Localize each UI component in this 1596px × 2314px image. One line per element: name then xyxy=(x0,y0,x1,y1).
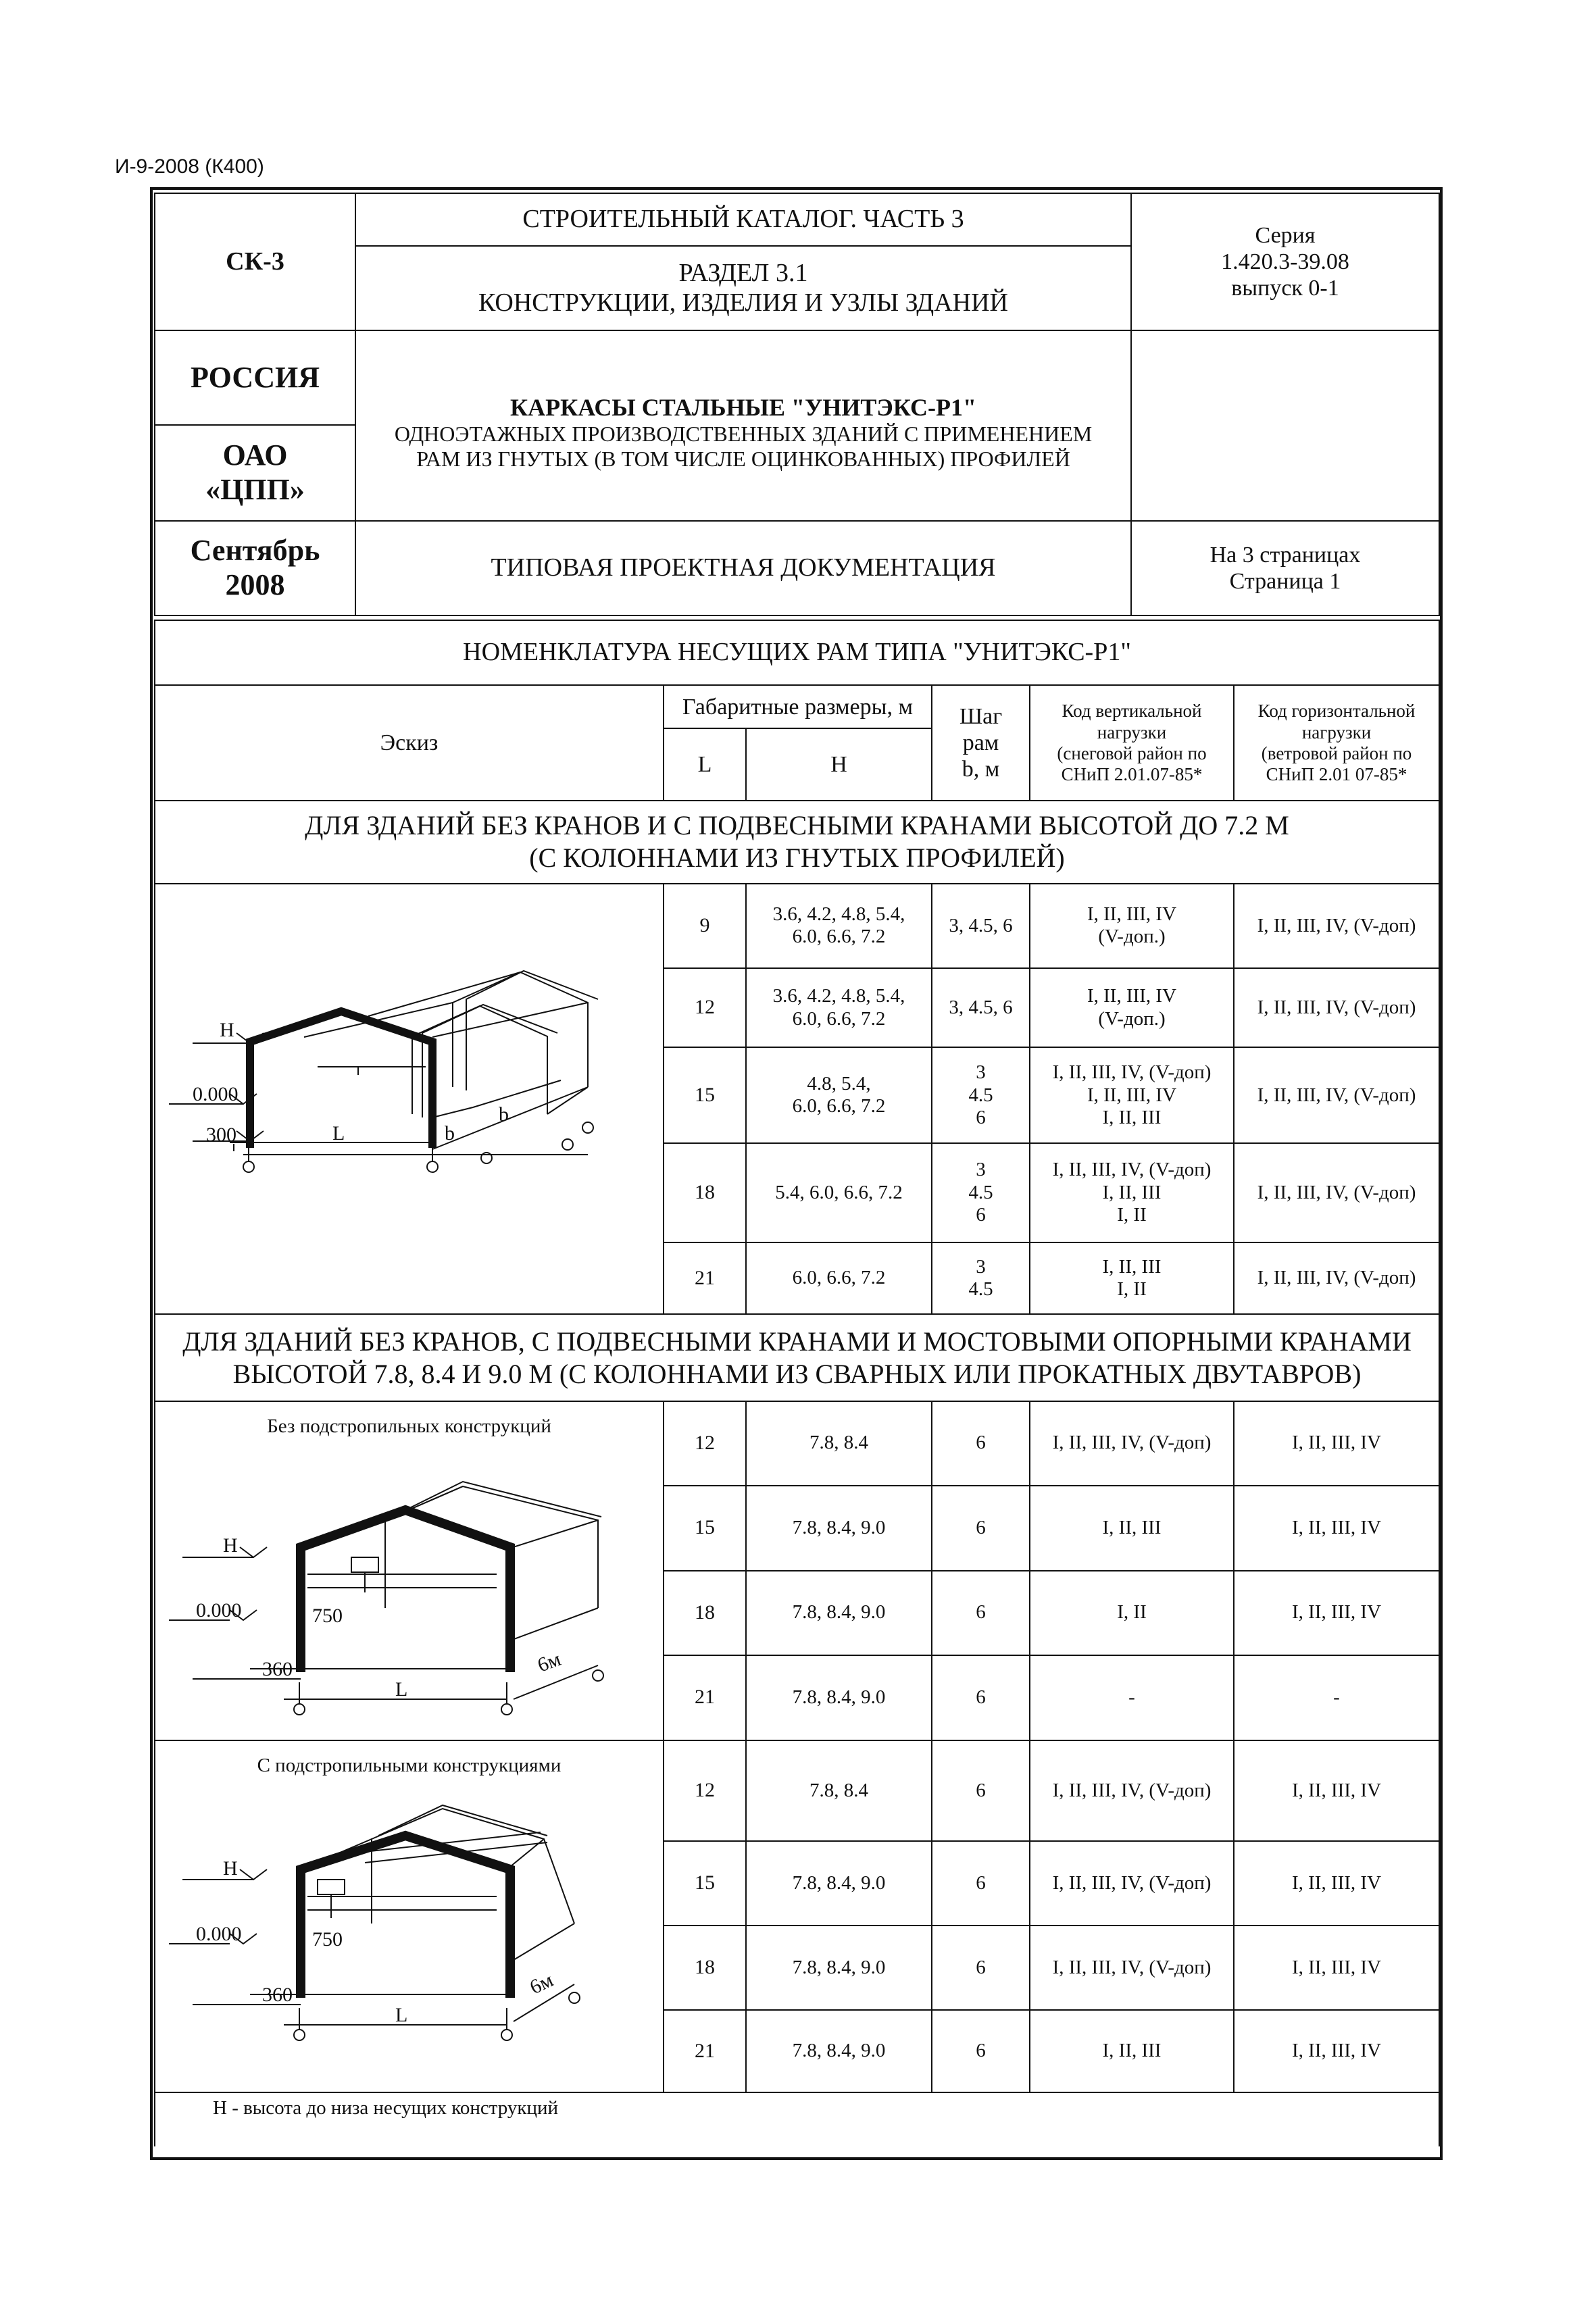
s2a-r4-vert: - xyxy=(1030,1655,1234,1740)
catalog-code: СК-3 xyxy=(155,193,355,330)
s2b-r3-H: 7.8, 8.4, 9.0 xyxy=(746,1926,932,2010)
country: РОССИЯ xyxy=(155,330,355,425)
section-number: РАЗДЕЛ 3.1 xyxy=(678,258,808,287)
s2a-r1-H: 7.8, 8.4 xyxy=(746,1401,932,1486)
s1-r2-hor: I, II, III, IV, (V-доп) xyxy=(1234,968,1439,1047)
s1-r3-b xyxy=(932,1047,1030,1143)
sketch1-label-span: L xyxy=(332,1122,345,1145)
s1-r5-vert xyxy=(1030,1242,1234,1315)
sketch2-label-offset: 360 xyxy=(262,1657,293,1680)
s1-r4-vert xyxy=(1030,1143,1234,1242)
organization-name: «ЦПП» xyxy=(205,473,305,506)
sketch-frame-light xyxy=(155,884,664,1315)
page-number: Страница 1 xyxy=(1229,569,1341,594)
s1-r1-vert-line2: (V-доп.) xyxy=(1098,926,1166,948)
col-hor-line2: нагрузки xyxy=(1301,722,1372,743)
section2-heading xyxy=(155,1314,1439,1401)
s2a-r1-b: 6 xyxy=(932,1401,1030,1486)
s2b-r1-H: 7.8, 8.4 xyxy=(746,1740,932,1842)
col-vert-line2: нагрузки xyxy=(1097,722,1167,743)
s2b-r3-L: 18 xyxy=(664,1926,746,2010)
table-row xyxy=(155,1740,1439,1842)
series-number: 1.420.3-39.08 xyxy=(1221,249,1349,274)
frame-sketch-3 xyxy=(155,1741,664,2092)
s2a-r3-L: 18 xyxy=(664,1571,746,1655)
sketch1-label-step-a: b xyxy=(445,1122,455,1145)
product-title-cell xyxy=(355,330,1131,521)
s1-r4-b-line3: 6 xyxy=(976,1204,986,1226)
section1-line2: (С КОЛОННАМИ ИЗ ГНУТЫХ ПРОФИЛЕЙ) xyxy=(529,842,1065,874)
s1-r5-vert-line1: I, II, III xyxy=(1102,1255,1162,1278)
col-step-line3: b, м xyxy=(962,757,1000,782)
s1-r1-vert-line1: I, II, III, IV xyxy=(1087,903,1177,925)
s1-r4-vert-line1: I, II, III, IV, (V-доп) xyxy=(1052,1159,1212,1181)
s1-r2-H-line1: 3.6, 4.2, 4.8, 5.4, xyxy=(772,985,905,1007)
frame-sketch-1 xyxy=(155,884,664,1286)
pages-cell xyxy=(1131,521,1439,615)
organization-cell xyxy=(155,425,355,521)
section-name: КОНСТРУКЦИИ, ИЗДЕЛИЯ И УЗЛЫ ЗДАНИЙ xyxy=(478,288,1008,317)
col-L-header: L xyxy=(664,728,746,801)
s2a-r3-b: 6 xyxy=(932,1571,1030,1655)
s1-r1-b: 3, 4.5, 6 xyxy=(932,884,1030,968)
sketch-frame-subtruss xyxy=(155,1740,664,2092)
col-vertical-load-header xyxy=(1030,685,1234,801)
s1-r4-H: 5.4, 6.0, 6.6, 7.2 xyxy=(746,1143,932,1242)
product-title: КАРКАСЫ СТАЛЬНЫЕ "УНИТЭКС-Р1" xyxy=(510,393,976,421)
frame-line-back xyxy=(372,1809,574,1923)
col-H-header: H xyxy=(746,728,932,801)
s2b-r1-hor: I, II, III, IV xyxy=(1234,1740,1439,1842)
sketch2-label-crane: 750 xyxy=(312,1604,343,1627)
s2a-r1-vert: I, II, III, IV, (V-доп) xyxy=(1030,1401,1234,1486)
s2b-r2-L: 15 xyxy=(664,1841,746,1926)
section-cell xyxy=(355,246,1131,330)
s2a-r2-H: 7.8, 8.4, 9.0 xyxy=(746,1486,932,1571)
s1-r3-vert-line1: I, II, III, IV, (V-доп) xyxy=(1052,1061,1212,1084)
catalog-title: СТРОИТЕЛЬНЫЙ КАТАЛОГ. ЧАСТЬ 3 xyxy=(355,193,1131,246)
section1-heading xyxy=(155,801,1439,884)
s1-r1-hor: I, II, III, IV, (V-доп) xyxy=(1234,884,1439,968)
sketch2-caption: Без подстропильных конструкций xyxy=(267,1415,551,1437)
sketch3-label-zero: 0.000 xyxy=(196,1922,242,1945)
table-row xyxy=(155,884,1439,968)
s1-r2-vert-line2: (V-доп.) xyxy=(1098,1007,1166,1030)
s1-r5-hor: I, II, III, IV, (V-доп) xyxy=(1234,1242,1439,1315)
s1-r4-vert-line2: I, II, III xyxy=(1102,1181,1162,1203)
s1-r3-vert xyxy=(1030,1047,1234,1143)
s1-r3-b-line3: 6 xyxy=(976,1106,986,1128)
product-subtitle-1: ОДНОЭТАЖНЫХ ПРОИЗВОДСТВЕННЫХ ЗДАНИЙ С ПРИМЕНЕНИЕМ xyxy=(394,421,1093,446)
s2a-r2-hor: I, II, III, IV xyxy=(1234,1486,1439,1571)
nomenclature-table xyxy=(154,620,1440,2146)
sketch1-label-zero: 0.000 xyxy=(193,1082,239,1105)
s2b-r3-vert: I, II, III, IV, (V-доп) xyxy=(1030,1926,1234,2010)
document-type: ТИПОВАЯ ПРОЕКТНАЯ ДОКУМЕНТАЦИЯ xyxy=(355,521,1131,615)
s1-r3-hor: I, II, III, IV, (V-доп) xyxy=(1234,1047,1439,1143)
s2a-r2-b: 6 xyxy=(932,1486,1030,1571)
col-sketch-header: Эскиз xyxy=(155,685,664,801)
s2b-r1-b: 6 xyxy=(932,1740,1030,1842)
date-month: Сентябрь xyxy=(190,534,320,568)
s2b-r1-vert: I, II, III, IV, (V-доп) xyxy=(1030,1740,1234,1842)
section2-line1: ДЛЯ ЗДАНИЙ БЕЗ КРАНОВ, С ПОДВЕСНЫМИ КРАНАМИ И МОСТОВЫМИ ОПОРНЫМИ КРАНАМИ xyxy=(182,1326,1412,1357)
s2b-r3-hor: I, II, III, IV xyxy=(1234,1926,1439,2010)
frame-line-back-2 xyxy=(453,972,588,1087)
s1-r3-b-line2: 4.5 xyxy=(968,1084,993,1106)
col-step-line2: рам xyxy=(962,730,999,756)
col-vert-line3: (снеговой район по xyxy=(1057,743,1207,763)
s2a-r4-L: 21 xyxy=(664,1655,746,1740)
col-vert-line4: СНиП 2.01.07-85* xyxy=(1061,763,1203,784)
s1-r4-hor: I, II, III, IV, (V-доп) xyxy=(1234,1143,1439,1242)
sketch3-label-crane: 750 xyxy=(312,1928,343,1951)
series-cell xyxy=(1131,193,1439,330)
s1-r2-vert xyxy=(1030,968,1234,1047)
s1-r4-L: 18 xyxy=(664,1143,746,1242)
document-code: И-9-2008 (К400) xyxy=(115,155,264,178)
s2a-r4-hor: - xyxy=(1234,1655,1439,1740)
s2b-r4-L: 21 xyxy=(664,2010,746,2092)
col-step-line1: Шаг xyxy=(959,703,1003,729)
s1-r1-H-line2: 6.0, 6.6, 7.2 xyxy=(792,926,886,948)
s1-r5-b-line1: 3 xyxy=(976,1255,986,1278)
s2b-r2-hor: I, II, III, IV xyxy=(1234,1841,1439,1926)
s2b-r2-b: 6 xyxy=(932,1841,1030,1926)
s1-r1-H-line1: 3.6, 4.2, 4.8, 5.4, xyxy=(772,903,905,925)
s2b-r2-vert: I, II, III, IV, (V-доп) xyxy=(1030,1841,1234,1926)
s2a-r4-H: 7.8, 8.4, 9.0 xyxy=(746,1655,932,1740)
s1-r1-vert xyxy=(1030,884,1234,968)
col-horizontal-load-header xyxy=(1234,685,1439,801)
sketch2-label-span: L xyxy=(395,1678,408,1701)
s2b-r4-hor: I, II, III, IV xyxy=(1234,2010,1439,2092)
s1-r2-H-line2: 6.0, 6.6, 7.2 xyxy=(792,1007,886,1030)
s2a-r3-hor: I, II, III, IV xyxy=(1234,1571,1439,1655)
frame-line-front xyxy=(301,1836,510,1998)
s1-r1-L: 9 xyxy=(664,884,746,968)
empty-cell xyxy=(1131,330,1439,521)
col-step-header xyxy=(932,685,1030,801)
s2b-r4-vert: I, II, III xyxy=(1030,2010,1234,2092)
s1-r3-vert-line3: I, II, III xyxy=(1102,1106,1162,1128)
s2b-r1-L: 12 xyxy=(664,1740,746,1842)
s1-r3-b-line1: 3 xyxy=(976,1061,986,1084)
sketch2-label-H: H xyxy=(223,1534,238,1557)
s2a-r1-hor: I, II, III, IV xyxy=(1234,1401,1439,1486)
s1-r3-H-line1: 4.8, 5.4, xyxy=(807,1072,871,1095)
sketch1-label-offset: 300 xyxy=(206,1123,236,1146)
s2a-r3-H: 7.8, 8.4, 9.0 xyxy=(746,1571,932,1655)
section1-line1: ДЛЯ ЗДАНИЙ БЕЗ КРАНОВ И С ПОДВЕСНЫМИ КРАНАМИ ВЫСОТОЙ ДО 7.2 М xyxy=(305,810,1289,841)
s1-r5-L: 21 xyxy=(664,1242,746,1315)
sketch1-label-H: H xyxy=(220,1018,234,1041)
series-issue: выпуск 0-1 xyxy=(1231,276,1339,301)
s1-r2-vert-line1: I, II, III, IV xyxy=(1087,985,1177,1007)
s2a-r2-L: 15 xyxy=(664,1486,746,1571)
s1-r3-H-line2: 6.0, 6.6, 7.2 xyxy=(792,1095,886,1117)
col-hor-line3: (ветровой район по xyxy=(1261,743,1412,763)
s1-r3-H xyxy=(746,1047,932,1143)
series-label: Серия xyxy=(1255,222,1316,248)
footnote: Н - высота до низа несущих конструкций xyxy=(155,2092,1439,2146)
sketch3-label-step: 6м xyxy=(526,1968,557,1998)
s2a-r1-L: 12 xyxy=(664,1401,746,1486)
sketch1-label-step-b: b xyxy=(499,1103,509,1126)
sketch3-label-offset: 360 xyxy=(262,1983,293,2006)
s1-r5-H: 6.0, 6.6, 7.2 xyxy=(746,1242,932,1315)
col-hor-line4: СНиП 2.01 07-85* xyxy=(1266,763,1407,784)
section2-line2: ВЫСОТОЙ 7.8, 8.4 И 9.0 М (С КОЛОННАМИ ИЗ СВАРНЫХ ИЛИ ПРОКАТНЫХ ДВУТАВРОВ) xyxy=(232,1358,1362,1389)
sketch3-label-span: L xyxy=(395,2003,408,2026)
pages-total: На 3 страницах xyxy=(1210,542,1361,568)
s2b-r4-b: 6 xyxy=(932,2010,1030,2092)
s1-r4-b xyxy=(932,1143,1030,1242)
frame-line-front xyxy=(301,1510,510,1672)
col-dims-header: Габаритные размеры, м xyxy=(664,685,932,728)
sketch2-label-step: 6м xyxy=(534,1647,564,1677)
s2b-r4-H: 7.8, 8.4, 9.0 xyxy=(746,2010,932,2092)
s2a-r4-b: 6 xyxy=(932,1655,1030,1740)
s2b-r2-H: 7.8, 8.4, 9.0 xyxy=(746,1841,932,1926)
date-cell xyxy=(155,521,355,615)
sketch2-label-zero: 0.000 xyxy=(196,1599,242,1621)
s1-r2-L: 12 xyxy=(664,968,746,1047)
s1-r3-vert-line2: I, II, III, IV xyxy=(1087,1084,1177,1106)
s1-r1-H xyxy=(746,884,932,968)
s1-r3-L: 15 xyxy=(664,1047,746,1143)
sketch3-label-H: H xyxy=(223,1857,238,1880)
s2b-r3-b: 6 xyxy=(932,1926,1030,2010)
organization-type: ОАО xyxy=(222,438,288,472)
table-row xyxy=(155,1401,1439,1486)
title-block xyxy=(154,193,1440,616)
product-subtitle-2: РАМ ИЗ ГНУТЫХ (В ТОМ ЧИСЛЕ ОЦИНКОВАННЫХ) ПРОФИЛЕЙ xyxy=(416,446,1070,471)
s1-r4-b-line2: 4.5 xyxy=(968,1181,993,1203)
s1-r4-b-line1: 3 xyxy=(976,1159,986,1181)
date-year: 2008 xyxy=(225,568,285,601)
frame-sketch-2 xyxy=(155,1402,664,1740)
col-hor-line1: Код горизонтальной xyxy=(1257,701,1416,722)
s1-r5-vert-line2: I, II xyxy=(1117,1278,1147,1301)
s1-r2-H xyxy=(746,968,932,1047)
s2a-r2-vert: I, II, III xyxy=(1030,1486,1234,1571)
s1-r5-b xyxy=(932,1242,1030,1315)
table-title: НОМЕНКЛАТУРА НЕСУЩИХ РАМ ТИПА "УНИТЭКС-Р1" xyxy=(155,620,1439,685)
s1-r4-vert-line3: I, II xyxy=(1117,1204,1147,1226)
sketch3-caption: С подстропильными конструкциями xyxy=(257,1754,562,1776)
col-vert-line1: Код вертикальной xyxy=(1062,701,1202,722)
s1-r5-b-line2: 4.5 xyxy=(968,1278,993,1301)
sketch-frame-no-subtruss xyxy=(155,1401,664,1740)
s1-r2-b: 3, 4.5, 6 xyxy=(932,968,1030,1047)
s2a-r3-vert: I, II xyxy=(1030,1571,1234,1655)
